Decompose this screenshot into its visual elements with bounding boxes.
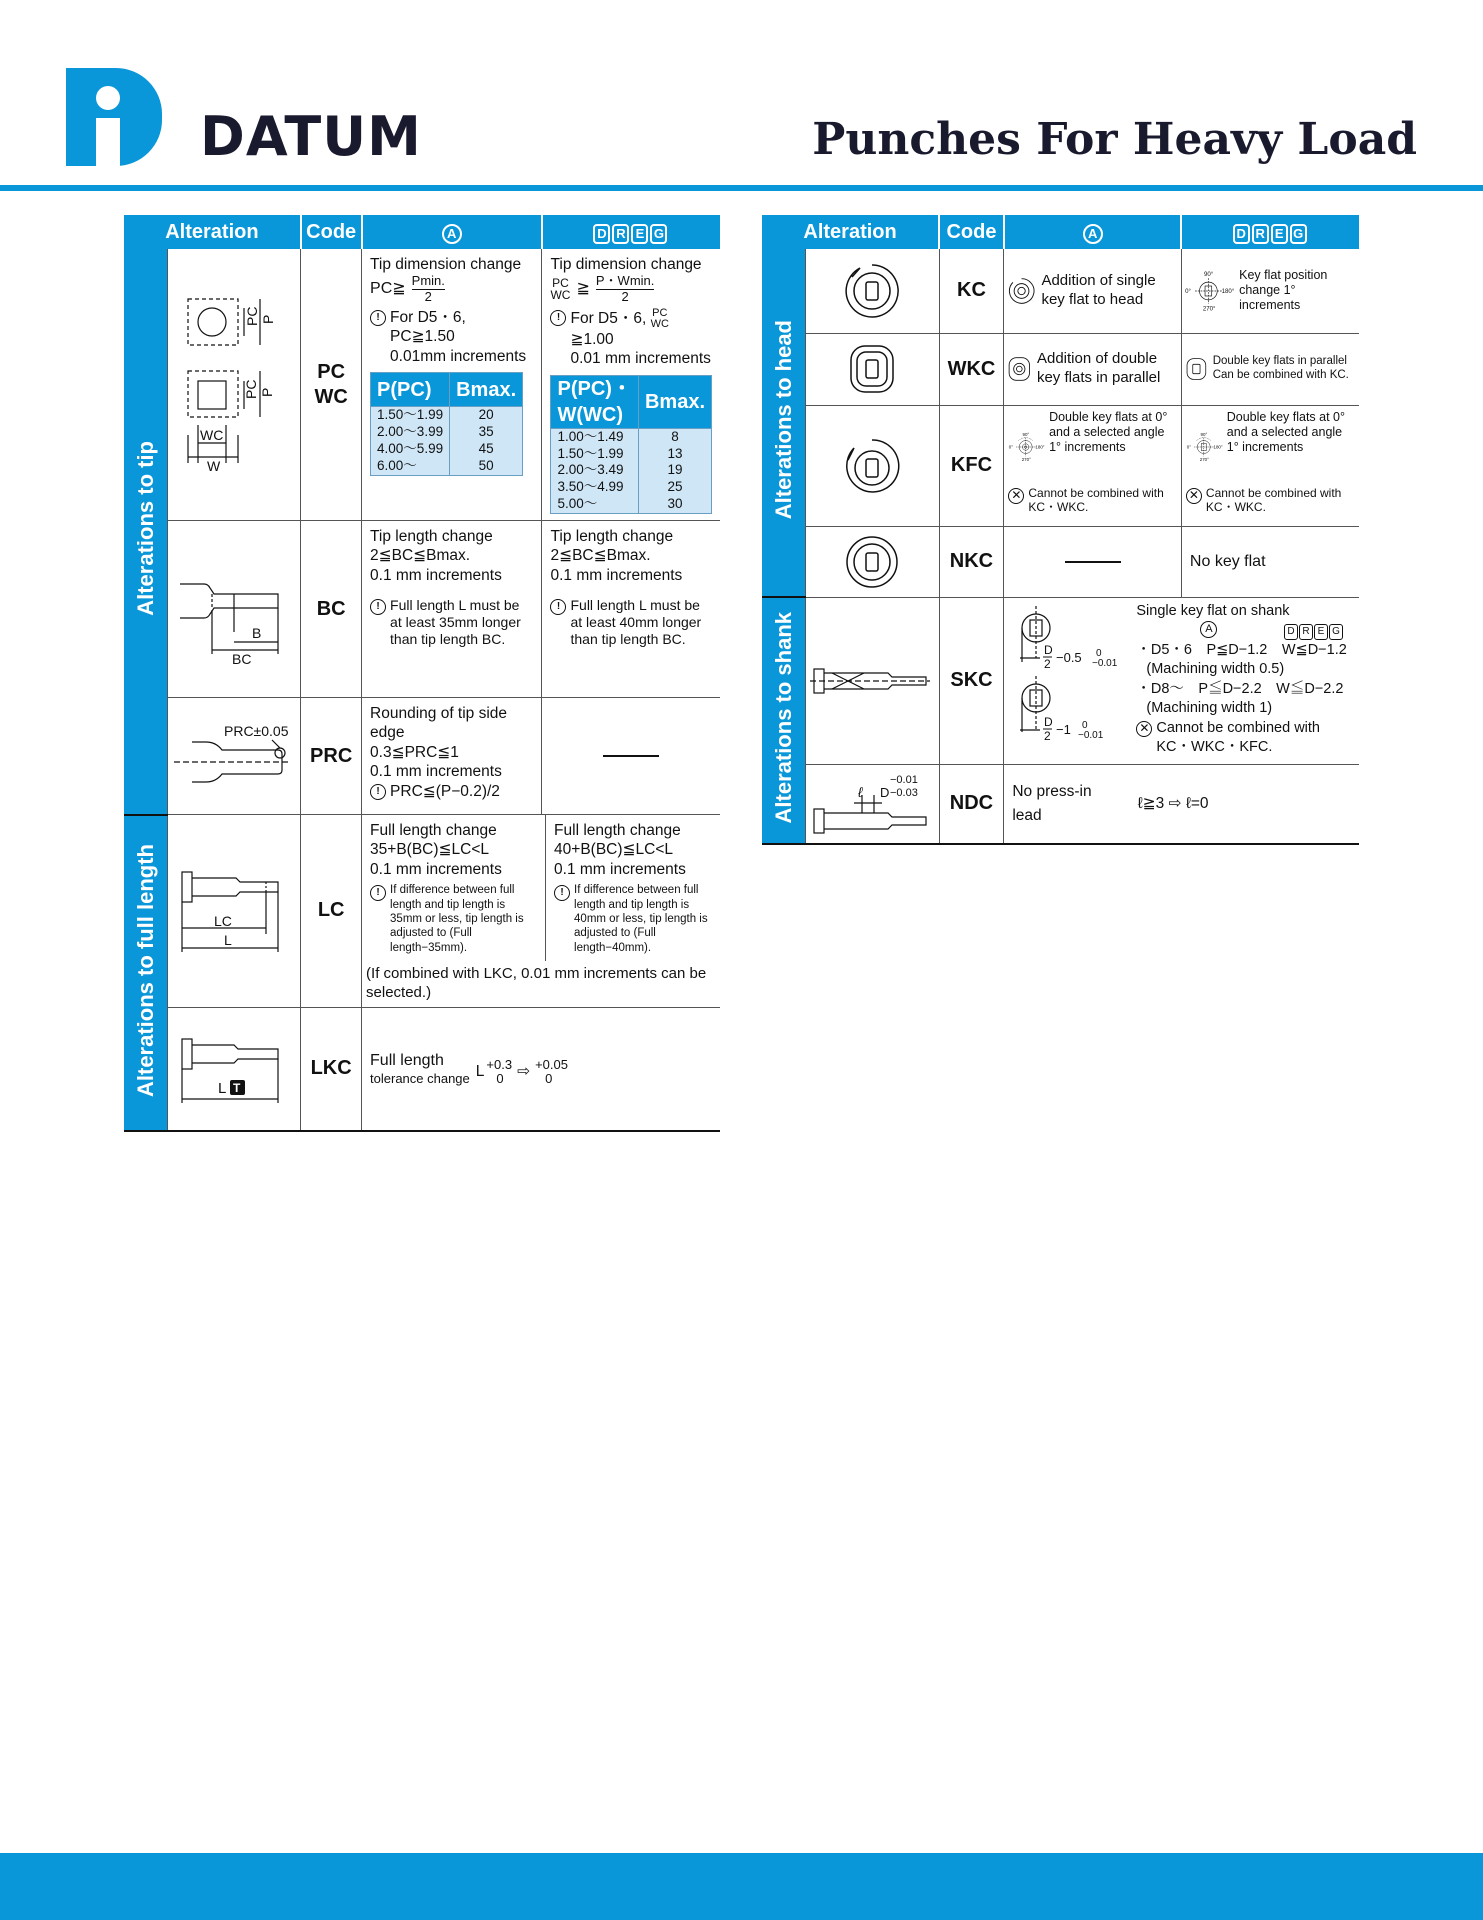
- table-header-row: [762, 215, 1359, 249]
- kc-angle-diagram-icon: [1184, 254, 1237, 328]
- fig-label-l: L: [218, 1079, 227, 1097]
- left-alteration-table: [124, 215, 720, 1132]
- arrow-right-icon: ⇨: [517, 1063, 531, 1081]
- kfc-angle-diagram-icon: [1008, 410, 1047, 484]
- fig-label-p: P: [260, 314, 277, 324]
- skc-dimension-diagram-icon: [1010, 602, 1130, 750]
- prc-figure: [167, 698, 300, 815]
- prohibited-icon: ✕: [1008, 488, 1024, 504]
- kc-col-dreg: 90° 0° 180° 270° Key flat position change 1° increments: [1181, 249, 1359, 333]
- code-wkc: WKC: [939, 333, 1004, 405]
- skc-shank-diagram-icon: [810, 661, 934, 701]
- wkc-head-icon: [845, 342, 899, 396]
- prohibited-icon: ✕: [1186, 488, 1202, 504]
- svg-text:270°: 270°: [1202, 305, 1216, 313]
- lc-combined-note: (If combined with LKC, 0.01 mm increments can be selected.): [366, 965, 707, 1001]
- code-kc: KC: [939, 249, 1004, 333]
- prc-diagram-icon: [172, 716, 296, 796]
- fig-label-w: W: [207, 457, 221, 474]
- svg-text:0: 0: [1082, 719, 1088, 731]
- nkc-figure: [805, 526, 939, 597]
- nkc-head-icon: [844, 534, 900, 590]
- right-alteration-table: [762, 215, 1359, 845]
- lc-col-a: Full length change 35+B(BC)≦LC<L 0.1 mm increments ! If difference between full length and tip length is 35mm or less, tip length is adjusted to (Full length−35mm).: [362, 815, 546, 961]
- tip-icon: !: [370, 784, 386, 800]
- svg-text:−1: −1: [1056, 721, 1072, 737]
- svg-text:0°: 0°: [1185, 287, 1191, 295]
- fig-label-l: L: [224, 931, 232, 948]
- lkc-diagram-icon: [174, 1029, 294, 1109]
- svg-text:−0.01: −0.01: [1092, 657, 1118, 669]
- svg-text:D: D: [880, 784, 890, 800]
- lkc-col-a: Full length tolerance change L +0.3 0 ⇨ +0.05 0: [362, 1007, 720, 1131]
- bc-diagram-icon: [174, 554, 294, 664]
- lc-cols: [362, 815, 720, 1008]
- svg-text:90°: 90°: [1203, 270, 1214, 278]
- pcwc-diagram-icon: [174, 285, 294, 485]
- wkc-col-a: Addition of double key flats in parallel: [1004, 333, 1182, 405]
- kfc-head-icon: [842, 436, 902, 496]
- skc-cols: [1004, 597, 1359, 764]
- prohibited-icon: ✕: [1136, 721, 1152, 737]
- code-skc: SKC: [939, 597, 1004, 764]
- tip-icon: !: [550, 599, 566, 615]
- kfc-angle-diagram-icon: [1186, 410, 1225, 484]
- svg-text:2: 2: [1044, 656, 1052, 671]
- pc-bmax-table: P(PC) Bmax. 1.50～1.99 20 2.00～3.99 35 4.00～5.99 45 6.00～ 50: [370, 372, 523, 476]
- skc-dimension-figures: [1010, 602, 1130, 759]
- svg-text:−0.01: −0.01: [1078, 729, 1104, 741]
- header-divider: [0, 185, 1483, 191]
- table-row-prc: [124, 698, 720, 815]
- code-nkc: NKC: [939, 526, 1004, 597]
- table-row-wkc: [762, 333, 1359, 405]
- pcwc-col-dreg: Tip dimension change PC WC ≧ P・Wmin. 2 ! For D5・6, PC WC ≧1.00 0.01 mm increments P(PC)・W(WC) Bmax. 1.00～1.49 8 1.50～1.99 13 2.00～3.49 19 3.50～4.99 25 5.00～ 30: [542, 249, 720, 521]
- svg-text:ℓ: ℓ: [858, 783, 863, 800]
- kfc-col-dreg: 90° 0° 180° 270° Double key flats at 0° and a selected angle 1° increments ✕ Cannot be combined with KC・WKC.: [1181, 405, 1359, 526]
- page-title: Punches For Heavy Load: [812, 114, 1417, 165]
- header-alteration: Alteration: [124, 215, 301, 249]
- prc-col-a: Rounding of tip side edge 0.3≦PRC≦1 0.1 mm increments ! PRC≦(P−0.2)/2: [362, 698, 542, 815]
- svg-text:D: D: [1044, 642, 1054, 657]
- fig-label-wc: WC: [200, 426, 224, 443]
- table-row-kfc: [762, 405, 1359, 526]
- nkc-col-dreg: No key flat: [1181, 526, 1359, 597]
- prc-col-dreg: [542, 698, 720, 815]
- footer-bar: [0, 1853, 1483, 1920]
- fig-label-pc: PC: [244, 306, 261, 326]
- not-available-dash: [1065, 561, 1121, 563]
- svg-text:180°: 180°: [1221, 287, 1235, 295]
- pcwc-figure: [167, 249, 300, 521]
- datum-logo-icon: [66, 68, 162, 166]
- tip-icon: !: [554, 885, 570, 901]
- header-col-a: A: [1004, 215, 1182, 249]
- code-lc: LC: [301, 815, 362, 1008]
- fig-label-b: B: [252, 625, 262, 642]
- logo-text: DATUM: [200, 105, 422, 168]
- tip-icon: !: [370, 599, 386, 615]
- code-bc: BC: [301, 521, 362, 698]
- table-row-bc: [124, 521, 720, 698]
- svg-text:−0.01: −0.01: [890, 773, 919, 786]
- ndc-col-a: No press-in lead ℓ≧3 ⇨ ℓ=0: [1004, 764, 1359, 844]
- kfc-col-a: 90° 0° 180° 270° Double key flats at 0° and a selected angle 1° increments ✕ Cannot be combined with KC・WKC.: [1004, 405, 1182, 526]
- svg-text:0°: 0°: [1186, 444, 1191, 450]
- skc-figure: [805, 597, 939, 764]
- code-kfc: KFC: [939, 405, 1004, 526]
- tip-icon: !: [370, 310, 386, 326]
- svg-text:−0.03: −0.03: [890, 786, 919, 799]
- header-alteration: Alteration: [762, 215, 939, 249]
- code-prc: PRC: [301, 698, 362, 815]
- svg-text:270°: 270°: [1199, 456, 1209, 462]
- wkc-double-flat-icon: [1008, 347, 1031, 391]
- kc-single-flat-icon: [1008, 269, 1035, 313]
- bc-figure: [167, 521, 300, 698]
- table-row-kc: [762, 249, 1359, 333]
- fig-label-prc: PRC±0.05: [224, 723, 289, 740]
- header-col-dreg: D R E G: [542, 215, 720, 249]
- bc-col-dreg: Tip length change 2≦BC≦Bmax. 0.1 mm increments ! Full length L must be at least 40mm longer than tip length BC.: [542, 521, 720, 698]
- skc-text: Single key flat on shank A D R E G ・D5・6 P≦D−1.2 W≦D−1.2 (Machining width 0.5) ・D8～ P≦D−2.2 W≦D−2.2 (Machining width 1) ✕ Cannot be combined with KC・WKC・KFC.: [1136, 602, 1353, 759]
- pw-bmax-table: P(PC)・W(WC) Bmax. 1.00～1.49 8 1.50～1.99 13 2.00～3.49 19 3.50～4.99 25 5.00～ 30: [550, 375, 712, 514]
- group-label-tip: Alterations to tip: [124, 249, 167, 815]
- svg-text:2: 2: [1044, 728, 1052, 743]
- nkc-col-a: [1004, 526, 1182, 597]
- svg-text:0°: 0°: [1009, 444, 1014, 450]
- header-code: Code: [301, 215, 362, 249]
- svg-text:180°: 180°: [1035, 444, 1045, 450]
- fig-label-p-2: P: [259, 387, 276, 397]
- ndc-shank-diagram-icon: [810, 769, 934, 839]
- ndc-figure: [805, 764, 939, 844]
- svg-text:90°: 90°: [1022, 431, 1030, 437]
- group-label-shank: Alterations to shank: [762, 597, 805, 844]
- group-label-head: Alterations to head: [762, 249, 805, 597]
- fig-label-lc: LC: [214, 912, 233, 929]
- table-row-pcwc: [124, 249, 720, 521]
- table-row-lkc: [124, 1007, 720, 1131]
- kc-figure: [805, 249, 939, 333]
- table-row-nkc: [762, 526, 1359, 597]
- lc-col-dreg: Full length change 40+B(BC)≦LC<L 0.1 mm increments ! If difference between full length and tip length is 40mm or less, tip length is adjusted to (Full length−40mm).: [554, 822, 708, 954]
- kc-col-a: Addition of single key flat to head: [1004, 249, 1182, 333]
- code-lkc: LKC: [301, 1007, 362, 1131]
- kfc-figure: [805, 405, 939, 526]
- svg-text:0: 0: [1096, 647, 1102, 659]
- fig-label-bc: BC: [232, 651, 252, 665]
- group-label-full-length: Alterations to full length: [124, 815, 167, 1132]
- lkc-figure: [167, 1007, 300, 1131]
- pcwc-col-a: Tip dimension change PC≧ Pmin. 2 ! For D5・6, PC≧1.50 0.01mm increments P(PC) Bmax. 1.50～1.99 20 2.00～3.99 35 4.00～5.99 45 6.00～ 50: [362, 249, 542, 521]
- table-row-ndc: [762, 764, 1359, 844]
- bc-col-a: Tip length change 2≦BC≦Bmax. 0.1 mm increments ! Full length L must be at least 35mm longer than tip length BC.: [362, 521, 542, 698]
- header-col-dreg: D R E G: [1181, 215, 1359, 249]
- skc-column-badges: A D R E G: [1136, 621, 1353, 641]
- lc-figure: [167, 815, 300, 1008]
- not-available-dash: [603, 755, 659, 757]
- code-ndc: NDC: [939, 764, 1004, 844]
- code-pcwc: PC WC: [301, 249, 362, 521]
- table-header-row: [124, 215, 720, 249]
- svg-text:90°: 90°: [1200, 431, 1208, 437]
- table-row-skc: [762, 597, 1359, 764]
- svg-text:270°: 270°: [1022, 456, 1032, 462]
- lc-diagram-icon: [174, 856, 294, 966]
- fig-label-pc-2: PC: [243, 379, 260, 399]
- table-row-lc: [124, 815, 720, 1008]
- wkc-double-flat-key-icon: [1186, 347, 1207, 391]
- header-code: Code: [939, 215, 1004, 249]
- tip-icon: !: [550, 310, 566, 326]
- fig-badge-t: T: [233, 1080, 241, 1095]
- tip-icon: !: [370, 885, 386, 901]
- svg-text:D: D: [1044, 714, 1054, 729]
- svg-text:180°: 180°: [1213, 444, 1223, 450]
- wkc-figure: [805, 333, 939, 405]
- wkc-col-dreg: Double key flats in parallel Can be combined with KC.: [1181, 333, 1359, 405]
- svg-text:−0.5: −0.5: [1056, 649, 1083, 665]
- kc-head-icon: [842, 261, 902, 321]
- header-col-a: A: [362, 215, 542, 249]
